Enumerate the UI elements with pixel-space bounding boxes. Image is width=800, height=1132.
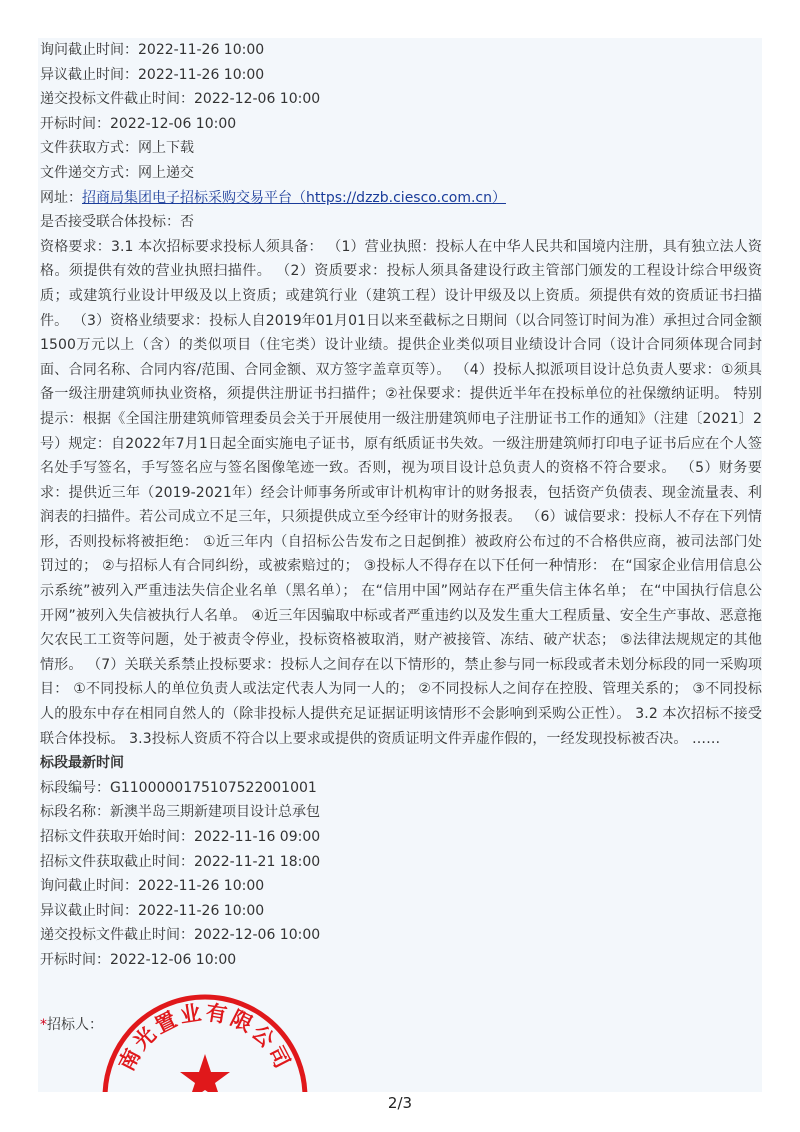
section-field-inquiry-deadline: 询问截止时间：2022-11-26 10:00 xyxy=(40,878,265,895)
section-field-opening-time: 开标时间：2022-12-06 10:00 xyxy=(40,951,237,968)
field-objection-deadline: 异议截止时间：2022-11-26 10:00 xyxy=(40,66,265,83)
section-field-acquire-end: 招标文件获取截止时间：2022-11-21 18:00 xyxy=(40,853,321,870)
section-field-objection-deadline: 异议截止时间：2022-11-26 10:00 xyxy=(40,902,265,919)
section-field-name: 标段名称：新澳半岛三期新建项目设计总承包 xyxy=(40,804,320,821)
tenderer-label: 招标人： xyxy=(47,1016,103,1033)
field-website: 网址：招商局集团电子招标采购交易平台（https://dzzb.ciesco.com.cn） xyxy=(40,189,506,206)
field-file-submission-method: 文件递交方式：网上递交 xyxy=(40,164,194,181)
document-panel xyxy=(38,38,762,1092)
field-bid-submission-deadline: 递交投标文件截止时间：2022-12-06 10:00 xyxy=(40,91,321,108)
seal-star-icon xyxy=(180,1054,230,1092)
platform-link[interactable]: 招商局集团电子招标采购交易平台（https://dzzb.ciesco.com.cn） xyxy=(82,189,506,206)
section-field-number: 标段编号：G1100000175107522001001 xyxy=(40,779,317,796)
section-field-acquire-start: 招标文件获取开始时间：2022-11-16 09:00 xyxy=(40,829,321,845)
field-bid-opening-time: 开标时间：2022-12-06 10:00 xyxy=(40,115,237,132)
field-consortium: 是否接受联合体投标：否 xyxy=(40,214,194,231)
field-inquiry-deadline: 询问截止时间：2022-11-26 10:00 xyxy=(40,42,265,58)
document-content xyxy=(38,38,762,1073)
qualification-requirements: 资格要求：3.1 本次招标要求投标人须具备： （1）营业执照：投标人在中华人民共和国境内注册，具有独立法人资格。须提供有效的营业执照扫描件。 （2）资质要求：投标人须具备建设行政主管部门颁发的工程设计综合甲级资质；或建筑行业设计甲级及以上资质；或建筑行业（建筑工程）设计甲级及以上资质。须提供有效的资质证书扫描件。 （3）资格业绩要求：投标人自2019年01月01日以来至截标之日期间（以合同签订时间为准）承担过合同金额1500万元以上（含）的类似项目（住宅类）设计业绩。提供企业类似项目业绩设计合同（设计合同须体现合同封面、合同名称、合同内容/范围、合同金额、双方签字盖章页等）。 （4）投标人拟派项目设计总负责人要求：①须具备一级注册建筑师执业资格，须提供注册证书扫描件；②社保要求：提供近半年在投标单位的社保缴纳证明。 特别提示：根据《全国注册建筑师管理委员会关于开展使用一级注册建筑师电子注册证书工作的通知》（注建〔2021〕2 号）规定：自2022年7月1日起全面实施电子证书，原有纸质证书失效。一级注册建筑师打印电子证书后应在个人签名处手写签名，手写签名应与签名图像笔迹一致。否则，视为项目设计总负责人的资格不符合要求。 （5）财务要求：提供近三年（2019-2021年）经会计师事务所或审计机构审计的财务报表，包括资产负债表、现金流量表、利润表的扫描件。若公司成立不足三年，只须提供成立至今经审计的财务报表。 （6）诚信要求：投标人不存在下列情形，否则投标将被拒绝： ①近三年内（自招标公告发布之日起倒推）被政府公布过的不合格供应商，被司法部门处罚过的； ②与招标人有合同纠纷，或被索赔过的； ③投标人不得存在以下任何一种情形： 在“国家企业信用信息公示系统”被列入严重违法失信企业名单（黑名单）； 在“信用中国”网站存在严重失信主体名单； 在“中国执行信息公开网”被列入失信被执行人名单。 ④近三年因骗取中标或者严重违约以及发生重大工程质量、安全生产事故、恶意拖欠农民工工资等问题，处于被责令停业，投标资格被取消，财产被接管、冻结、破产状态； ⑤法律法规规定的其他情形。 （7）关联关系禁止投标要求：投标人之间存在以下情形的，禁止参与同一标段或者未划分标段的同一采购项目： ①不同投标人的单位负责人或法定代表人为同一人的； ②不同投标人之间存在控股、管理关系的； ③不同投标人的股东中存在相同自然人的（除非投标人提供充足证据证明该情形不会影响到采购公正性）。 3.2 本次招标不接受联合体投标。 3.3投标人资质不符合以上要求或提供的资质证明文件弄虚作假的，一经发现投标被否决。 …… xyxy=(40,238,762,747)
field-file-acquisition-method: 文件获取方式：网上下载 xyxy=(40,140,194,157)
required-mark: * xyxy=(40,1016,47,1033)
section-title: 标段最新时间 xyxy=(40,755,124,772)
company-seal xyxy=(100,992,310,1092)
section-field-submission-deadline: 递交投标文件截止时间：2022-12-06 10:00 xyxy=(40,927,321,944)
seal-text: 南光置业有限公司 xyxy=(114,1000,296,1075)
page-number: 2/3 xyxy=(387,1094,413,1112)
